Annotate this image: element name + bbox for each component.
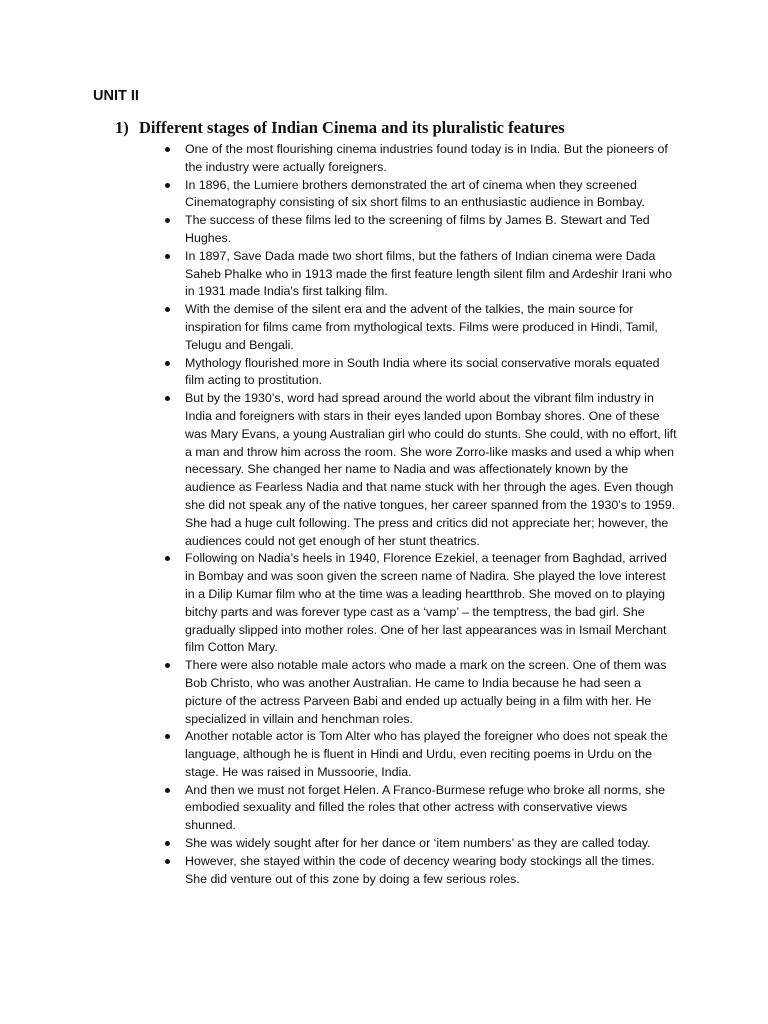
bullet-item: However, she stayed within the code of decency wearing body stockings all the times. She did venture out of this zone by doing a few serious roles. bbox=[185, 853, 677, 889]
section-heading bbox=[115, 118, 565, 138]
bullet-item: The success of these films led to the screening of films by James B. Stewart and Ted Hughes. bbox=[185, 212, 677, 248]
bullet-item: And then we must not forget Helen. A Franco-Burmese refuge who broke all norms, she embodied sexuality and filled the roles that other actress with conservative views shunned. bbox=[185, 782, 677, 835]
unit-heading: UNIT II bbox=[93, 88, 139, 104]
bullet-item: But by the 1930’s, word had spread around the world about the vibrant film industry in India and foreigners with stars in their eyes landed upon Bombay shores. One of these was Mary Evans, a young Australian girl who could do stunts. She could, with no effort, lift a man and throw him across the room. She wore Zorro-like masks and used a whip when necessary. She changed her name to Nadia and was affectionately known by the audience as Fearless Nadia and that name stuck with her through the ages. Even though she did not speak any of the native tongues, her career spanned from the 1930’s to 1959. She had a huge cult following. The press and critics did not appreciate her; however, the audiences could not get enough of her stunt theatrics. bbox=[185, 390, 677, 550]
bullet-item: Following on Nadia’s heels in 1940, Florence Ezekiel, a teenager from Baghdad, arrived in Bombay and was soon given the screen name of Nadira. She played the love interest in a Dilip Kumar film who at the time was a leading heartthrob. She moved on to playing bitchy parts and was forever type cast as a ‘vamp’ – the temptress, the bad girl. She gradually slipped into mother roles. One of her last appearances was in Ismail Merchant film Cotton Mary. bbox=[185, 550, 677, 657]
bullet-item: She was widely sought after for her dance or ‘item numbers’ as they are called today. bbox=[185, 835, 677, 853]
bullet-item: One of the most flourishing cinema industries found today is in India. But the pioneers of the industry were actually foreigners. bbox=[185, 141, 677, 177]
bullet-item: Mythology flourished more in South India where its social conservative morals equated film acting to prostitution. bbox=[185, 355, 677, 391]
bullet-item: There were also notable male actors who made a mark on the screen. One of them was Bob Christo, who was another Australian. He came to India because he had seen a picture of the actress Parveen Babi and ended up actually being in a film with her. He specialized in villain and henchman roles. bbox=[185, 657, 677, 728]
bullet-item: In 1897, Save Dada made two short films, but the fathers of Indian cinema were Dada Saheb Phalke who in 1913 made the first feature length silent film and Ardeshir Irani who in 1931 made India's first talking film. bbox=[185, 248, 677, 301]
section-title: Different stages of Indian Cinema and its pluralistic features bbox=[139, 118, 565, 137]
bullet-item: Another notable actor is Tom Alter who has played the foreigner who does not speak the language, although he is fluent in Hindi and Urdu, even reciting poems in Urdu on the stage. He was raised in Mussoorie, India. bbox=[185, 728, 677, 781]
section-number: 1) bbox=[115, 118, 129, 137]
bullet-item: In 1896, the Lumiere brothers demonstrated the art of cinema when they screened Cinematography consisting of six short films to an enthusiastic audience in Bombay. bbox=[185, 177, 677, 213]
bullet-list bbox=[185, 141, 677, 888]
bullet-item: With the demise of the silent era and the advent of the talkies, the main source for inspiration for films came from mythological texts. Films were produced in Hindi, Tamil, Telugu and Bengali. bbox=[185, 301, 677, 354]
